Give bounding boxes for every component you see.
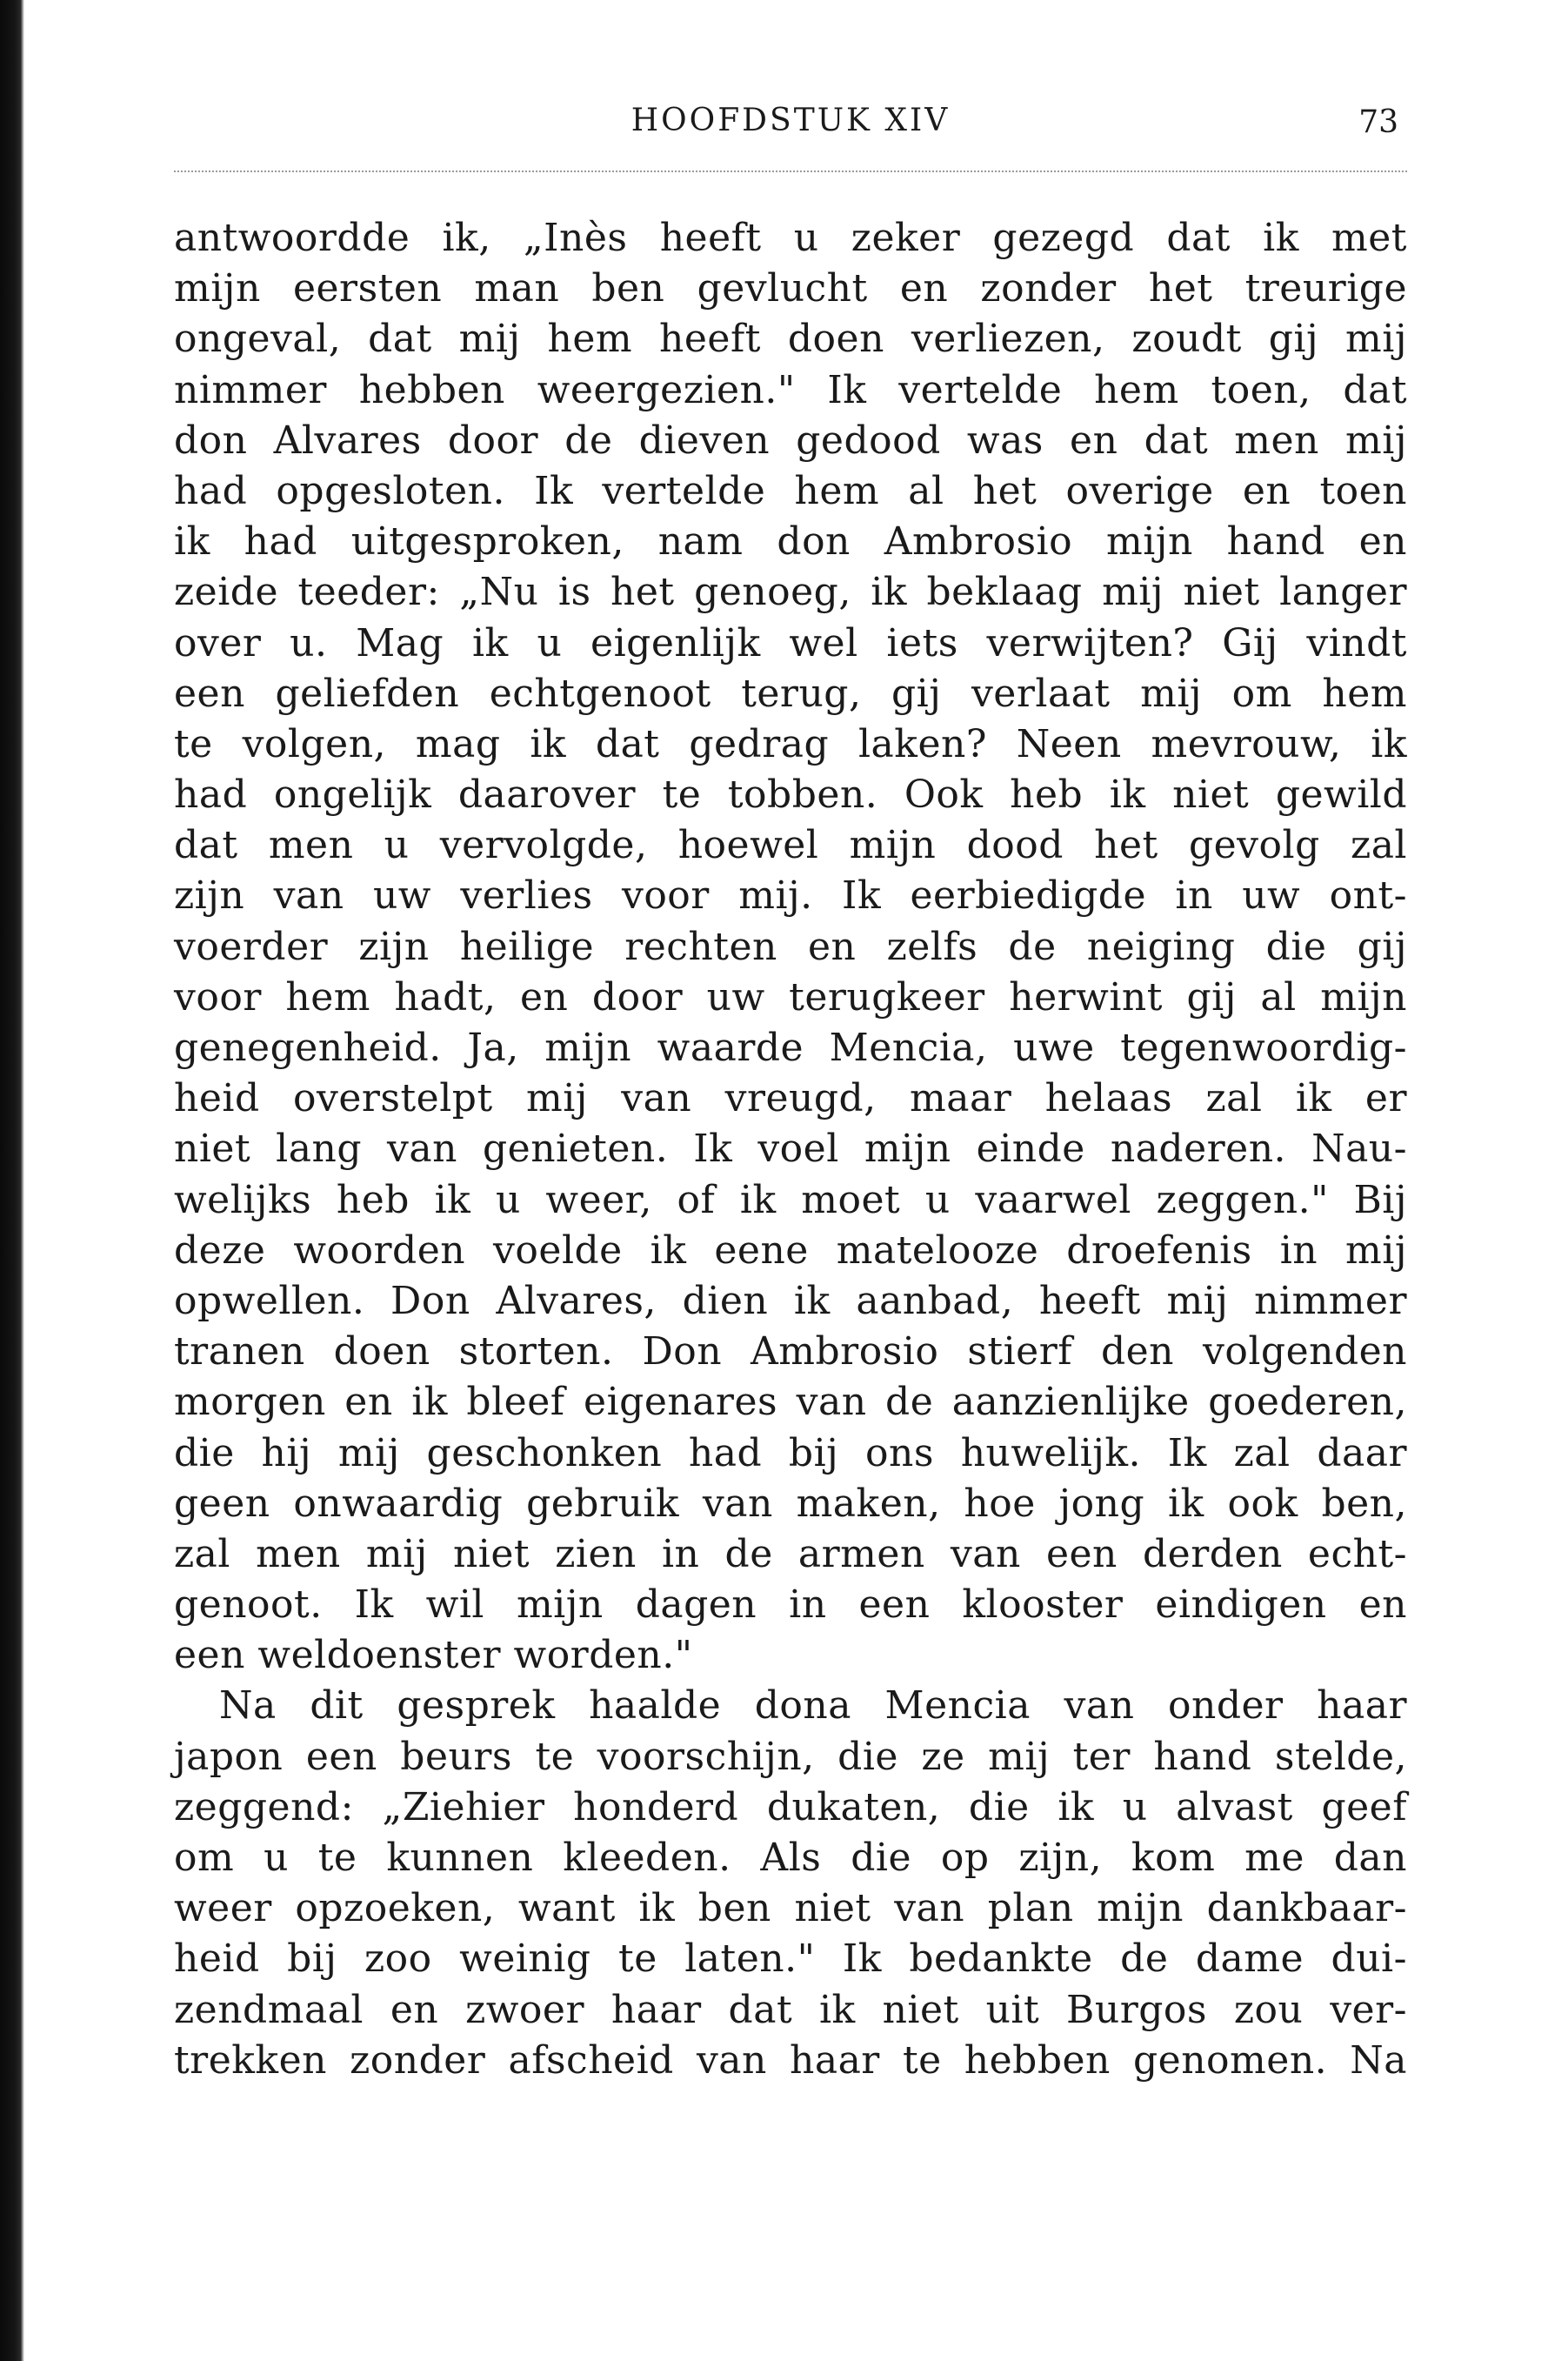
text-line: die hij mij geschonken had bij ons huwelijk. Ik zal daar [174, 1430, 1407, 1475]
text-line: heid bij zoo weinig te laten." Ik bedankte de dame dui- [174, 1936, 1407, 1982]
text-line: opwellen. Don Alvares, dien ik aanbad, heeft mij nimmer [174, 1278, 1407, 1323]
text-line: een geliefden echtgenoot terug, gij verlaat mij om hem [174, 671, 1407, 716]
body-text [174, 213, 1407, 2086]
text-line: don Alvares door de dieven gedood was en dat men mij [174, 418, 1407, 463]
text-line: voerder zijn heilige rechten en zelfs de neiging die gij [174, 924, 1407, 969]
text-line: Na dit gesprek haalde dona Mencia van onder haar [219, 1683, 1407, 1729]
text-line: ik had uitgesproken, nam don Ambrosio mijn hand en [174, 519, 1407, 565]
text-line: had opgesloten. Ik vertelde hem al het overige en toen [174, 468, 1407, 513]
text-line: een weldoenster worden." [174, 1633, 693, 1678]
text-line: trekken zonder afscheid van haar te hebben genomen. Na [174, 2037, 1407, 2083]
text-line: weer opzoeken, want ik ben niet van plan mijn dankbaar- [174, 1886, 1407, 1931]
text-line: heid overstelpt mij van vreugd, maar helaas zal ik er [174, 1076, 1407, 1121]
text-line: deze woorden voelde ik eene matelooze droefenis in mij [174, 1227, 1407, 1273]
text-line: antwoordde ik, „Inès heeft u zeker gezegd dat ik met [174, 216, 1407, 260]
text-line: ongeval, dat mij hem heeft doen verliezen, zoudt gij mij [174, 317, 1407, 362]
text-line: te volgen, mag ik dat gedrag laken? Neen mevrouw, ik [174, 721, 1407, 766]
text-line: morgen en ik bleef eigenares van de aanzienlijke goederen, [174, 1380, 1407, 1425]
text-line: om u te kunnen kleeden. Als die op zijn, kom me dan [174, 1836, 1407, 1880]
text-line: mijn eersten man ben gevlucht en zonder het treurige [174, 266, 1407, 311]
text-line: over u. Mag ik u eigenlijk wel iets verwijten? Gij vindt [174, 620, 1407, 665]
binding-edge [0, 0, 24, 2361]
text-line: zeggend: „Ziehier honderd dukaten, die ik u alvast geef [174, 1784, 1407, 1829]
running-head [174, 103, 1407, 155]
text-line: zijn van uw verlies voor mij. Ik eerbiedigde in uw ont- [174, 873, 1407, 919]
chapter-title: HOOFDSTUK XIV [631, 103, 951, 138]
paragraph-2 [174, 1681, 1407, 2086]
header-rule [174, 171, 1407, 172]
paragraph-1 [174, 213, 1407, 1681]
text-line: welijks heb ik u weer, of ik moet u vaarwel zeggen." Bij [174, 1177, 1407, 1222]
text-line: geen onwaardig gebruik van maken, hoe jong ik ook ben, [174, 1481, 1407, 1526]
text-line: zal men mij niet zien in de armen van een derden echt- [174, 1531, 1407, 1576]
text-line: genoot. Ik wil mijn dagen in een klooster eindigen en [174, 1582, 1407, 1628]
text-line: had ongelijk daarover te tobben. Ook heb ik niet gewild [174, 773, 1407, 818]
text-line: dat men u vervolgde, hoewel mijn dood het gevolg zal [174, 823, 1407, 868]
text-line: nimmer hebben weergezien." Ik vertelde hem toen, dat [174, 367, 1407, 412]
page-number: 73 [1358, 104, 1398, 140]
text-line: tranen doen storten. Don Ambrosio stierf den volgenden [174, 1329, 1407, 1374]
text-line: zendmaal en zwoer haar dat ik niet uit Burgos zou ver- [174, 1987, 1407, 2032]
text-line: genegenheid. Ja, mijn waarde Mencia, uwe tegenwoordig- [174, 1026, 1407, 1070]
text-line: japon een beurs te voorschijn, die ze mij ter hand stelde, [174, 1734, 1407, 1779]
text-line: zeide teeder: „Nu is het genoeg, ik beklaag mij niet langer [174, 570, 1407, 615]
text-line: voor hem hadt, en door uw terugkeer herwint gij al mijn [174, 974, 1407, 1020]
text-line: niet lang van genieten. Ik voel mijn einde naderen. Nau- [174, 1127, 1407, 1172]
